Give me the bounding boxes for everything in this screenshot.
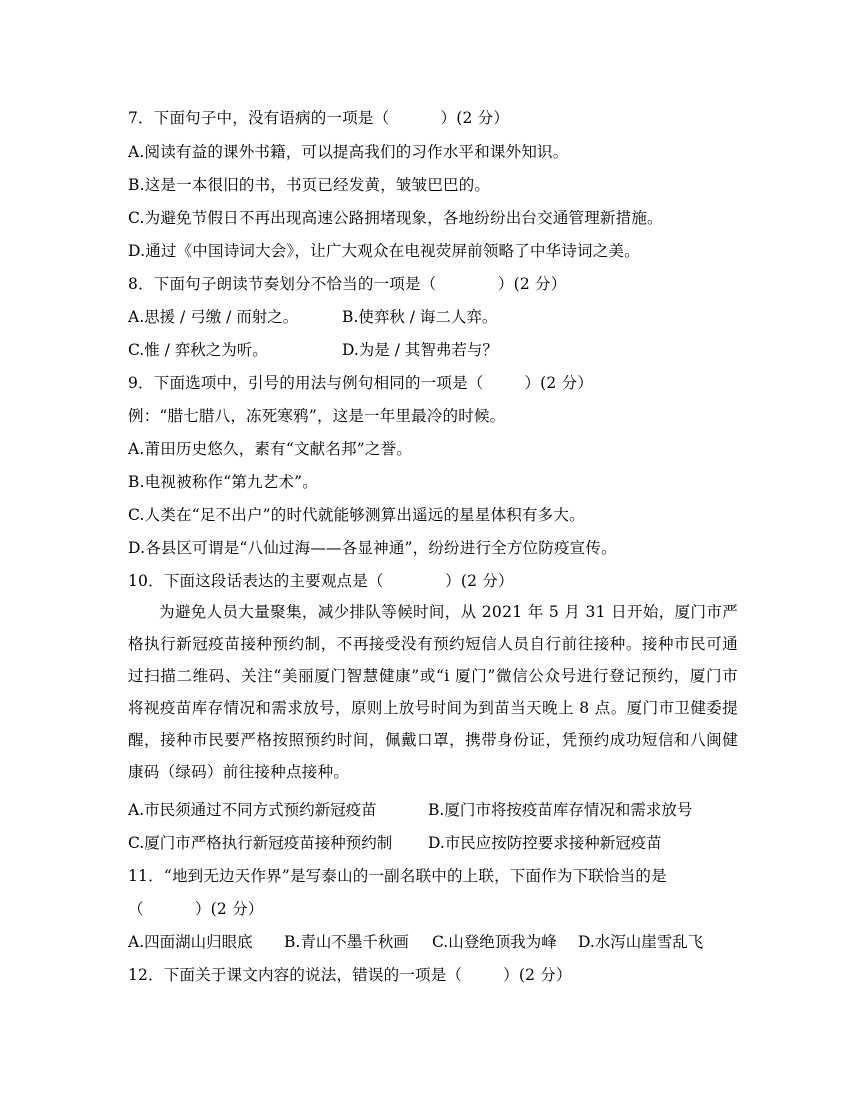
question-7-option-a: A.阅读有益的课外书籍，可以提高我们的习作水平和课外知识。 [128, 143, 569, 161]
question-11-stem-line1: 11．“地到无边天作界”是写泰山的一副名联中的上联，下面作为下联恰当的是 [128, 867, 667, 885]
question-9-option-a: A.莆田历史悠久，素有“文献名邦”之誉。 [128, 440, 412, 458]
question-8-option-a: A.思援 / 弓缴 / 而射之。 [128, 308, 299, 326]
question-10-option-b: B.厦门市将按疫苗库存情况和需求放号 [428, 801, 693, 819]
question-9-option-c: C.人类在“足不出户”的时代就能够测算出遥远的星星体积有多大。 [128, 506, 585, 524]
question-11-option-a: A.四面湖山归眼底 [128, 933, 253, 951]
question-7-stem: 7．下面句子中，没有语病的一项是（ ）(2 分） [128, 109, 510, 127]
question-11-option-b: B.青山不墨千秋画 [284, 933, 409, 951]
question-10-option-c: C.厦门市严格执行新冠疫苗接种预约制 [128, 834, 393, 852]
question-10-stem: 10．下面这段话表达的主要观点是（ ）(2 分） [128, 572, 514, 590]
question-10-passage-text: 为避免人员大量聚集，减少排队等候时间，从 2021 年 5 月 31 日开始，厦门市严格执行新冠疫苗接种预约制，不再接受没有预约短信人员自行前往接种。接种市民可通过扫描二维码、关注“美丽厦门智慧健康”或“i 厦门”微信公众号进行登记预约，厦门市将视疫苗库存情况和需求放号，原则上放号时间为到苗当天晚上 8 点。厦门市卫健委提醒，接种市民要严格按照预约时间，佩戴口罩，携带身份证，凭预约成功短信和八闽健康码（绿码）前往接种点接种。 [128, 603, 738, 781]
question-9-option-d: D.各县区可谓是“八仙过海——各显神通”，纷纷进行全方位防疫宣传。 [128, 539, 617, 557]
question-8-option-b: B.使弈秋 / 诲二人弈。 [342, 308, 498, 326]
question-8-option-c: C.惟 / 弈秋之为听。 [128, 341, 268, 359]
question-11-stem-line2: （ ）(2 分） [128, 900, 264, 918]
question-10-passage [128, 596, 738, 788]
question-9-stem: 9．下面选项中，引号的用法与例句相同的一项是（ ）(2 分） [128, 374, 594, 392]
question-7-option-c: C.为避免节假日不再出现高速公路拥堵现象，各地纷纷出台交通管理新措施。 [128, 209, 663, 227]
question-7-option-b: B.这是一本很旧的书，书页已经发黄，皱皱巴巴的。 [128, 176, 491, 194]
question-7-option-d: D.通过《中国诗词大会》，让广大观众在电视荧屏前领略了中华诗词之美。 [128, 242, 640, 260]
question-11-option-c: C.山登绝顶我为峰 [432, 933, 557, 951]
question-9-example: 例：“腊七腊八，冻死寒鸦”，这是一年里最冷的时候。 [128, 407, 506, 425]
question-11-option-d: D.水泻山崖雪乱飞 [578, 933, 704, 951]
question-9-option-b: B.电视被称作“第九艺术”。 [128, 473, 318, 491]
question-8-option-d: D.为是 / 其智弗若与？ [342, 341, 498, 359]
question-10-option-a: A.市民须通过不同方式预约新冠疫苗 [128, 801, 377, 819]
question-8-stem: 8．下面句子朗读节奏划分不恰当的一项是（ ）(2 分） [128, 275, 567, 293]
question-10-option-d: D.市民应按防控要求接种新冠疫苗 [428, 834, 662, 852]
question-12-stem: 12．下面关于课文内容的说法，错误的一项是（ ）(2 分） [128, 966, 572, 984]
